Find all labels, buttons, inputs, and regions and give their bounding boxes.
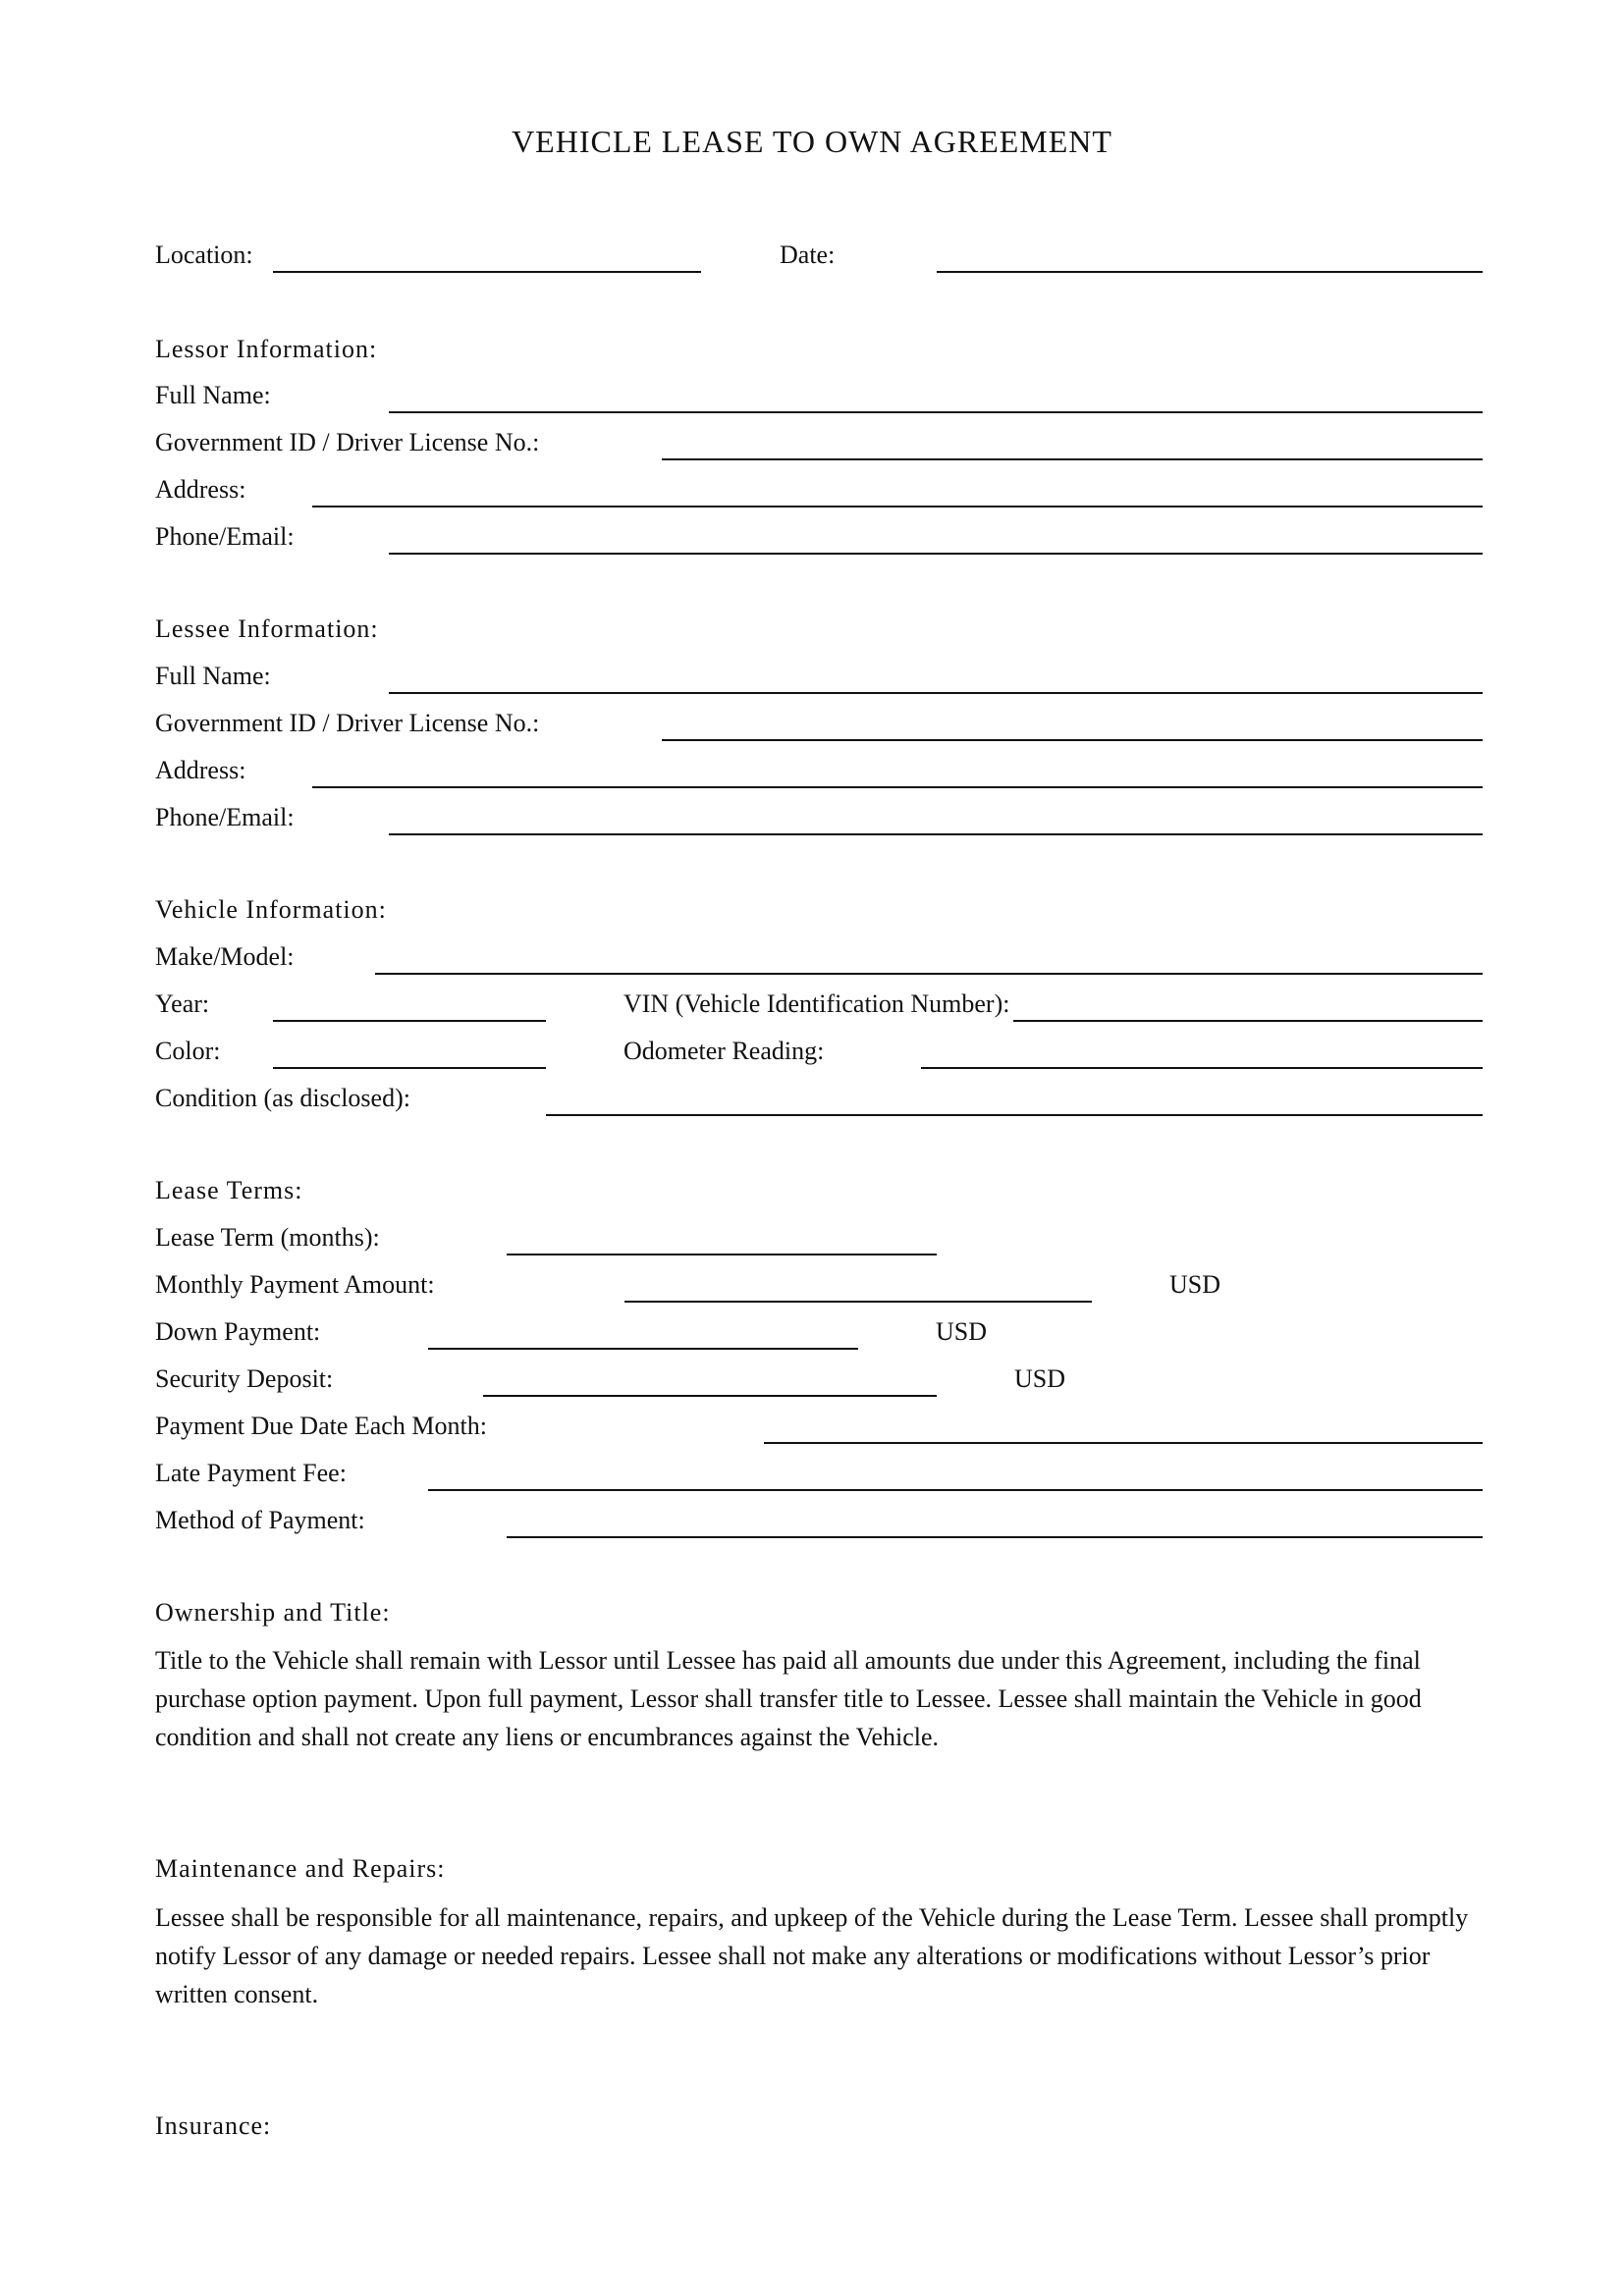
lease-term-field[interactable] [507,1254,937,1255]
condition-label: Condition (as disclosed): [155,1084,410,1112]
location-label: Location: [155,240,253,269]
due-date-field[interactable] [764,1442,1483,1444]
condition-field[interactable] [546,1114,1483,1116]
lessor-phone-email-label: Phone/Email: [155,522,295,551]
location-field[interactable] [273,271,701,273]
security-deposit-label: Security Deposit: [155,1364,334,1393]
lessor-address-field[interactable] [312,506,1483,507]
odometer-label: Odometer Reading: [623,1037,825,1065]
lessor-full-name-field[interactable] [389,411,1483,413]
make-model-field[interactable] [375,973,1483,975]
date-label: Date: [780,240,836,269]
monthly-payment-field[interactable] [624,1301,1092,1303]
lessee-gov-id-label: Government ID / Driver License No.: [155,709,540,737]
monthly-payment-label: Monthly Payment Amount: [155,1270,435,1299]
lessor-phone-email-field[interactable] [389,553,1483,555]
security-deposit-unit: USD [1014,1364,1066,1393]
payment-method-label: Method of Payment: [155,1506,365,1534]
due-date-label: Payment Due Date Each Month: [155,1412,487,1440]
late-fee-field[interactable] [428,1489,1483,1491]
lessor-gov-id-label: Government ID / Driver License No.: [155,428,540,456]
odometer-field[interactable] [921,1067,1483,1069]
lessor-gov-id-field[interactable] [662,458,1483,460]
lessor-full-name-label: Full Name: [155,381,271,409]
down-payment-label: Down Payment: [155,1317,321,1346]
monthly-payment-unit: USD [1169,1270,1221,1299]
down-payment-unit: USD [936,1317,988,1346]
lessee-address-field[interactable] [312,786,1483,788]
vehicle-heading: Vehicle Information: [155,895,387,924]
lease-term-label: Lease Term (months): [155,1223,380,1252]
insurance-heading: Insurance: [155,2111,272,2140]
lessee-full-name-label: Full Name: [155,662,271,690]
color-label: Color: [155,1037,221,1065]
document-title: VEHICLE LEASE TO OWN AGREEMENT [512,124,1112,159]
ownership-paragraph: Title to the Vehicle shall remain with Lessor until Lessee has paid all amounts due under this Agreement, including the final purchase option payment. Upon full payment, Lessor shall transfer title to Lessee. Lessee shall maintain the Vehicle in good condition and shall not create any liens or encumbrances against the Vehicle. [155,1646,1422,1751]
maintenance-heading: Maintenance and Repairs: [155,1854,446,1883]
year-field[interactable] [273,1020,546,1022]
payment-method-field[interactable] [507,1536,1483,1538]
lessee-heading: Lessee Information: [155,614,379,643]
down-payment-field[interactable] [428,1348,858,1350]
vin-label: VIN (Vehicle Identification Number): [623,989,1010,1018]
make-model-label: Make/Model: [155,942,295,971]
lessee-address-label: Address: [155,756,246,784]
lessor-address-label: Address: [155,475,246,504]
year-label: Year: [155,989,210,1018]
late-fee-label: Late Payment Fee: [155,1459,347,1487]
lease-terms-heading: Lease Terms: [155,1176,303,1204]
lessee-phone-email-label: Phone/Email: [155,803,295,831]
lessee-gov-id-field[interactable] [662,739,1483,741]
vin-field[interactable] [1013,1020,1483,1022]
color-field[interactable] [273,1067,546,1069]
date-field[interactable] [937,271,1483,273]
lessee-full-name-field[interactable] [389,692,1483,694]
lessee-phone-email-field[interactable] [389,833,1483,835]
lessor-heading: Lessor Information: [155,335,378,363]
maintenance-paragraph: Lessee shall be responsible for all maintenance, repairs, and upkeep of the Vehicle during the Lease Term. Lessee shall promptly notify Lessor of any damage or needed repairs. Lessee shall not make any alterations or modifications without Lessor’s prior written consent. [155,1903,1469,2008]
ownership-heading: Ownership and Title: [155,1598,391,1627]
security-deposit-field[interactable] [483,1395,937,1397]
